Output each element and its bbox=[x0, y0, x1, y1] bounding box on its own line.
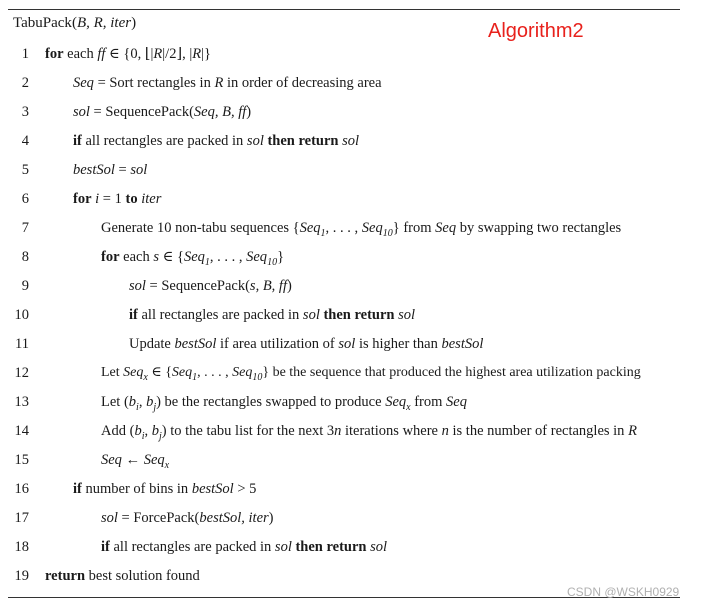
line-code: if all rectangles are packed in sol then return sol bbox=[101, 539, 388, 555]
line-code: Update bestSol if area utilization of sol is higher than bestSol bbox=[129, 336, 484, 352]
line-number: 6 bbox=[21, 191, 29, 207]
algorithm-tag: Algorithm2 bbox=[488, 20, 584, 42]
line-code: for i = 1 to iter bbox=[73, 191, 162, 207]
line-number: 5 bbox=[21, 162, 29, 178]
algorithm-name: TabuPack bbox=[13, 15, 72, 31]
line-code: sol = SequencePack(Seq, B, ff) bbox=[73, 104, 252, 120]
line-number: 18 bbox=[14, 539, 29, 555]
line-number: 19 bbox=[14, 568, 29, 584]
line-number: 4 bbox=[21, 133, 29, 149]
line-code: if all rectangles are packed in sol then return sol bbox=[129, 307, 416, 323]
line-code: if number of bins in bestSol > 5 bbox=[73, 481, 257, 497]
line-number: 7 bbox=[21, 220, 29, 236]
line-number: 11 bbox=[15, 336, 29, 352]
line-number: 13 bbox=[14, 394, 29, 410]
line-code: return best solution found bbox=[45, 568, 200, 584]
line-number: 14 bbox=[14, 423, 29, 439]
algorithm-params: B, R, iter bbox=[76, 15, 132, 31]
line-number: 15 bbox=[14, 452, 29, 468]
watermark: CSDN @WSKH0929 bbox=[567, 585, 680, 599]
line-code: sol = ForcePack(bestSol, iter) bbox=[101, 510, 274, 526]
line-code: sol = SequencePack(s, B, ff) bbox=[129, 278, 292, 294]
line-code: Let Seq$_x$ ∈ {Seq$_1$, . . . , Seq$_{10}$} be the sequence that produced the highest area utilization packing bbox=[101, 365, 641, 383]
line-code: Seq ← Seq$_x$ bbox=[101, 452, 170, 471]
line-number: 9 bbox=[21, 278, 29, 294]
line-number: 16 bbox=[14, 481, 29, 497]
line-code: Let ($b_i$, $b_j$) be the rectangles swapped to produce Seq$_x$ from Seq bbox=[101, 394, 467, 413]
line-code: Add ($b_i$, $b_j$) to the tabu list for the next 3n iterations where n is the number of rectangles in R bbox=[101, 423, 637, 442]
top-rule bbox=[8, 9, 680, 10]
line-code: for each ff ∈ {0, ⌊|R|/2⌋, |R|} bbox=[45, 46, 211, 62]
line-number: 8 bbox=[21, 249, 29, 265]
line-number: 12 bbox=[14, 365, 29, 381]
line-number: 17 bbox=[14, 510, 29, 526]
line-number: 10 bbox=[14, 307, 29, 323]
line-code: for each s ∈ {Seq$_1$, . . . , Seq$_{10}$} bbox=[101, 249, 285, 268]
line-number: 1 bbox=[21, 46, 29, 62]
line-code: if all rectangles are packed in sol then return sol bbox=[73, 133, 360, 149]
line-code: Seq = Sort rectangles in R in order of decreasing area bbox=[73, 75, 382, 91]
line-number: 2 bbox=[21, 75, 29, 91]
line-number: 3 bbox=[21, 104, 29, 120]
line-code: Generate 10 non-tabu sequences {Seq$_1$, . . . , Seq$_{10}$} from Seq by swapping two rectangles bbox=[101, 220, 622, 239]
algorithm-header: TabuPack(B, R, iter) bbox=[13, 15, 137, 31]
line-code: bestSol = sol bbox=[73, 162, 148, 178]
